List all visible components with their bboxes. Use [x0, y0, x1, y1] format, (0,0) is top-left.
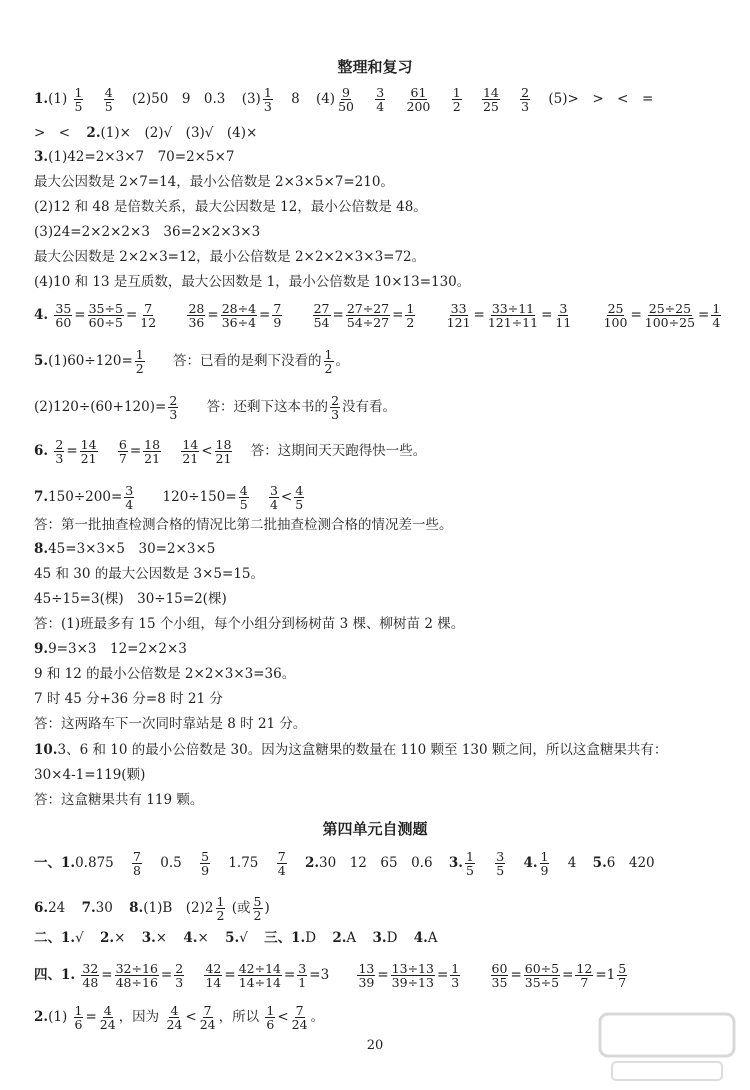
- review-q10-l1: 10.3、6 和 10 的最小公倍数是 30。因为这盒糖果的数量在 110 颗至 130 颗之间，所以这盒糖果共有：: [34, 742, 668, 758]
- review-q10-l2: 30×4-1=119(颗): [34, 767, 146, 783]
- review-q1-line1: 1.(1) $\frac{1}{5}$ $\frac{4}{5}$ (2)50 9 0.3 (3) $\frac{1}{3}$ 8 (4) $\frac{9}{50}$ $\frac{3}{4}$ $\frac{61}{200}$ $\frac{1}{2}$ $\frac{14}{25}$ $\frac{2}{3}$ (5)> > < =: [34, 85, 654, 114]
- review-q3-l1: 3.(1)42=2×3×7 70=2×5×7: [34, 149, 235, 165]
- review-q8-l1: 8.45=3×3×5 30=2×3×5: [34, 541, 216, 557]
- review-q9-l1: 9.9=3×3 12=2×2×3: [34, 641, 187, 657]
- section-title-unit4: 第四单元自测题: [322, 820, 428, 838]
- review-q3-l2: 最大公因数是 2×7=14，最小公倍数是 2×3×5×7=210。: [34, 174, 394, 190]
- watermark-logo: [592, 1006, 742, 1086]
- unit4-part1-line2: 6.24 7.30 8.(1)B (2)2 $\frac{1}{2}$ (或 $\frac{5}{2}$ ): [34, 894, 270, 923]
- review-q4: 4. $\frac{35}{60}$ = $\frac{35\div 5}{60\div 5}$ = $\frac{7}{12}$ $\frac{28}{36}$ = $\frac{28\div 4}{36\div 4}$ = $\frac{7}{9}$ $\frac{27}{54}$ = $\frac{27\div 27}{54\div 27}$ = $\frac{1}{2}$ $\frac{33}{121}$ = $\frac{33\div 11}{121\div 11}$ = $\frac{3}{11}$ $\frac{25}{100}$ = $\frac{25\div 25}{100\div 25}$ = $\frac{1}{4}$: [34, 301, 721, 330]
- review-q7-answer: 答：第一批抽查检测合格的情况比第二批抽查检测合格的情况差一些。: [34, 517, 453, 533]
- review-q9-l3: 7 时 45 分+36 分=8 时 21 分: [34, 691, 223, 707]
- review-q8-l4: 答：(1)班最多有 15 个小组，每个小组分到杨树苗 3 棵、柳树苗 2 棵。: [34, 616, 465, 632]
- review-q6: 6. $\frac{2}{3}$ = $\frac{14}{21}$ $\frac{6}{7}$ = $\frac{18}{21}$ $\frac{14}{21}$ < $\frac{18}{21}$ 答：这期间天天跑得快一些。: [34, 437, 427, 466]
- review-q9-l2: 9 和 12 的最小公倍数是 2×2×3×3=36。: [34, 666, 296, 682]
- review-q5-l1: 5.(1)60÷120= $\frac{1}{2}$ 答：已看的是剩下没看的 $\frac{1}{2}$ 。: [34, 347, 349, 376]
- review-q3-l4: (3)24=2×2×2×3 36=2×2×3×3: [34, 224, 261, 240]
- review-q8-l2: 45 和 30 的最大公因数是 3×5=15。: [34, 566, 265, 582]
- unit4-part2-3: 二、1.√ 2.× 3.× 4.× 5.√ 三、1.D 2.A 3.D 4.A: [34, 930, 438, 946]
- unit4-part4-line2: 2.(1) $\frac{1}{6}$ = $\frac{4}{24}$ ，因为 $\frac{4}{24}$ < $\frac{7}{24}$ ，所以 $\frac{1}{6}$ < $\frac{7}{24}$ 。: [34, 1003, 325, 1032]
- unit4-part4-line1: 四、1. $\frac{32}{48}$ = $\frac{32\div 16}{48\div 16}$ = $\frac{2}{3}$ $\frac{42}{14}$ = $\frac{42\div 14}{14\div 14}$ = $\frac{3}{1}$ =3 $\frac{13}{39}$ = $\frac{13\div 13}{39\div 13}$ = $\frac{1}{3}$ $\frac{60}{35}$ = $\frac{60\div 5}{35\div 5}$ = $\frac{12}{7}$ =1 $\frac{5}{7}$: [34, 961, 627, 990]
- review-q3-l6: (4)10 和 13 是互质数，最大公因数是 1，最小公倍数是 10×13=130。: [34, 274, 471, 290]
- review-q3-l5: 最大公因数是 2×2×3=12，最小公倍数是 2×2×2×3×3=72。: [34, 249, 426, 265]
- review-q3-l3: (2)12 和 48 是倍数关系，最大公因数是 12，最小公倍数是 48。: [34, 199, 427, 215]
- review-q8-l3: 45÷15=3(棵) 30÷15=2(棵): [34, 591, 227, 607]
- review-q5-l2: (2)120÷(60+120)= $\frac{2}{3}$ 答：还剩下这本书的 $\frac{2}{3}$ 没有看。: [34, 393, 397, 422]
- review-q10-l3: 答：这盒糖果共有 119 颗。: [34, 792, 204, 808]
- review-q9-l4: 答：这两路车下一次同时靠站是 8 时 21 分。: [34, 716, 307, 732]
- review-q1-q2-line: > < 2.(1)× (2)√ (3)√ (4)×: [34, 125, 258, 141]
- section-title-review: 整理和复习: [337, 58, 413, 76]
- page-number: 20: [366, 1038, 384, 1053]
- review-q7: 7.150÷200= $\frac{3}{4}$ 120÷150= $\frac{4}{5}$ $\frac{3}{4}$ < $\frac{4}{5}$: [34, 483, 304, 512]
- unit4-part1-line1: 一、1.0.875 $\frac{7}{8}$ 0.5̇ $\frac{5}{9}$ 1.75 $\frac{7}{4}$ 2.30 12 65 0.6 3. $\frac{1}{5}$ $\frac{3}{5}$ 4. $\frac{1}{9}$ 4 5.6 420: [34, 849, 655, 878]
